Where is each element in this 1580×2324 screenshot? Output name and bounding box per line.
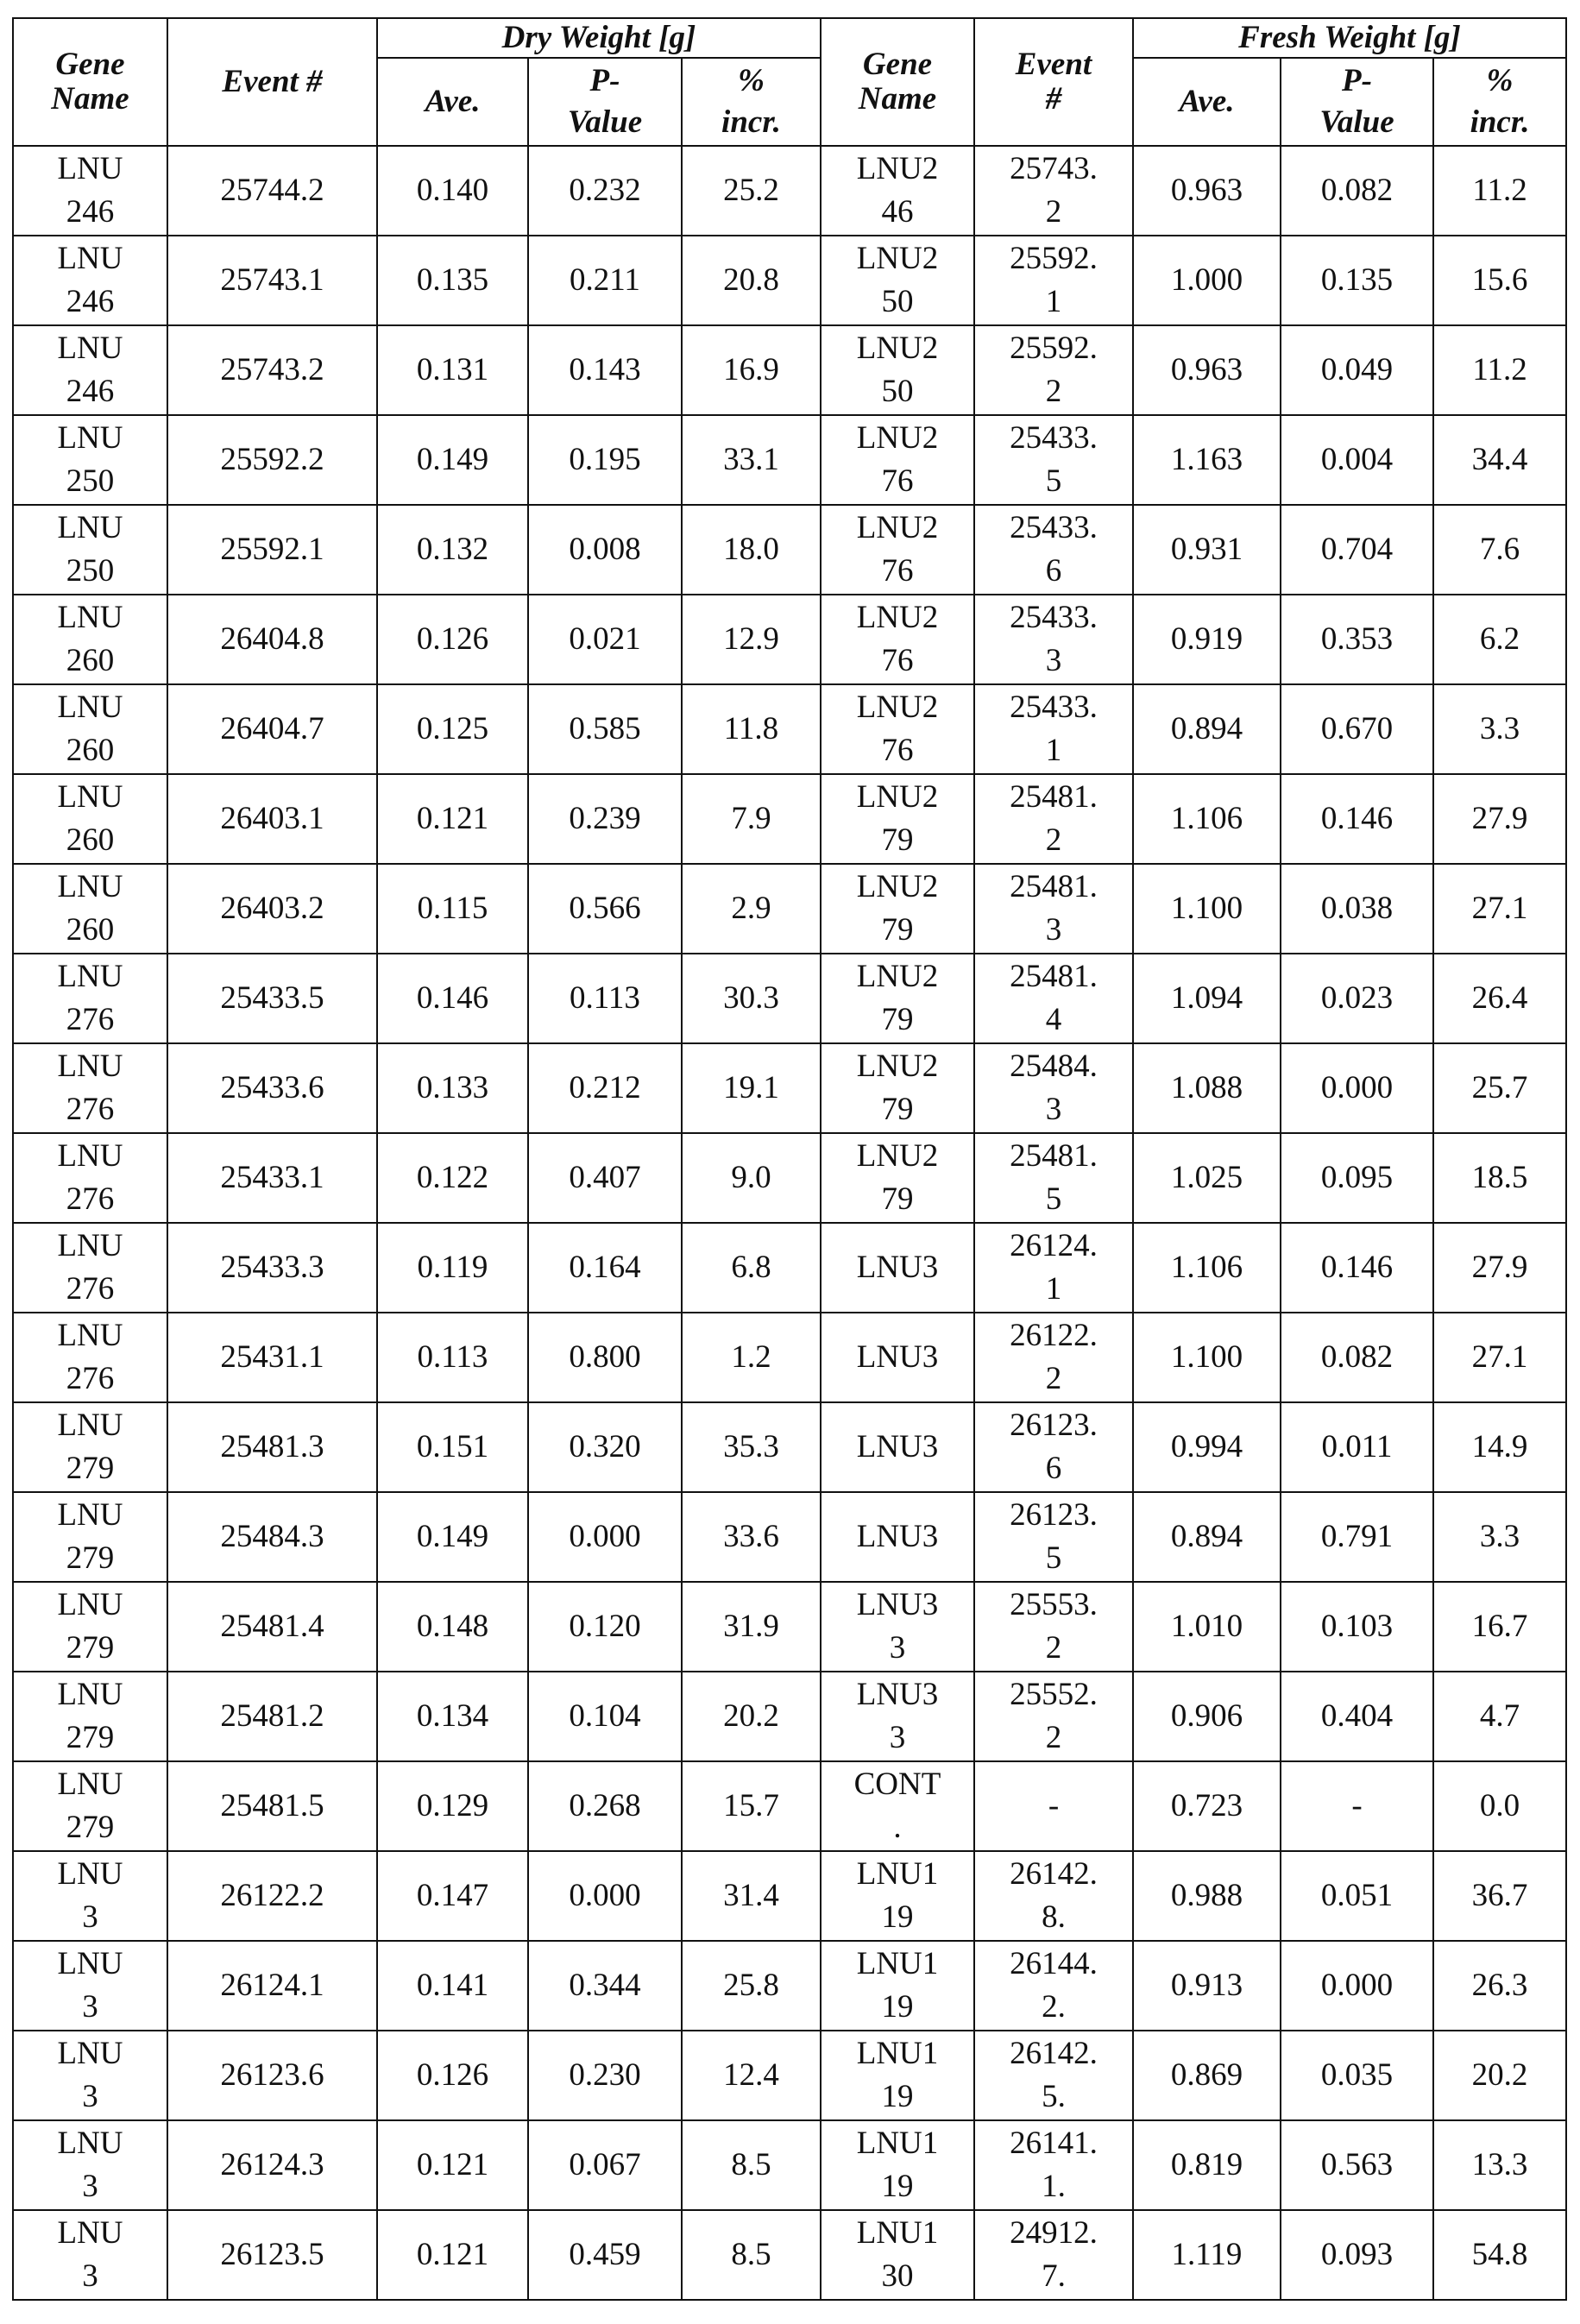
cell-gene-name-2: LNU2 79 <box>821 774 974 864</box>
cell-fresh-incr: 27.1 <box>1433 864 1566 954</box>
cell-dry-incr: 8.5 <box>682 2120 821 2210</box>
cell-gene-name: LNU 246 <box>13 146 167 236</box>
cell-fresh-p-value: 0.353 <box>1281 595 1433 684</box>
table-row <box>13 1672 1566 1761</box>
cell-fresh-ave: 1.106 <box>1133 774 1281 864</box>
cell-fresh-p-value: 0.704 <box>1281 505 1433 595</box>
cell-dry-p-value: 0.212 <box>528 1043 682 1133</box>
cell-dry-p-value: 0.407 <box>528 1133 682 1223</box>
cell-gene-name: LNU 276 <box>13 1313 167 1402</box>
cell-fresh-incr: 0.0 <box>1433 1761 1566 1851</box>
cell-fresh-ave: 1.010 <box>1133 1582 1281 1672</box>
cell-dry-incr: 20.2 <box>682 1672 821 1761</box>
cell-event: 25431.1 <box>167 1313 377 1402</box>
cell-gene-name-2: LNU2 76 <box>821 505 974 595</box>
cell-dry-p-value: 0.344 <box>528 1941 682 2031</box>
cell-gene-name-2: LNU1 19 <box>821 1851 974 1941</box>
cell-gene-name: LNU 279 <box>13 1492 167 1582</box>
cell-dry-ave: 0.140 <box>377 146 528 236</box>
header-fresh-incr: % incr. <box>1433 58 1566 146</box>
header-fresh-ave: Ave. <box>1133 58 1281 146</box>
cell-dry-incr: 19.1 <box>682 1043 821 1133</box>
cell-dry-p-value: 0.800 <box>528 1313 682 1402</box>
cell-gene-name-2: LNU2 76 <box>821 684 974 774</box>
cell-fresh-p-value: 0.563 <box>1281 2120 1433 2210</box>
cell-fresh-ave: 1.100 <box>1133 864 1281 954</box>
cell-dry-incr: 7.9 <box>682 774 821 864</box>
cell-dry-ave: 0.125 <box>377 684 528 774</box>
cell-fresh-ave: 1.094 <box>1133 954 1281 1043</box>
cell-fresh-p-value: - <box>1281 1761 1433 1851</box>
cell-event: 25433.1 <box>167 1133 377 1223</box>
table-row <box>13 1223 1566 1313</box>
cell-fresh-p-value: 0.082 <box>1281 146 1433 236</box>
cell-dry-incr: 35.3 <box>682 1402 821 1492</box>
cell-dry-incr: 11.8 <box>682 684 821 774</box>
cell-dry-incr: 31.9 <box>682 1582 821 1672</box>
cell-dry-p-value: 0.000 <box>528 1492 682 1582</box>
cell-event-2: 25553. 2 <box>974 1582 1133 1672</box>
cell-fresh-p-value: 0.146 <box>1281 774 1433 864</box>
cell-fresh-incr: 20.2 <box>1433 2031 1566 2120</box>
cell-dry-ave: 0.141 <box>377 1941 528 2031</box>
cell-fresh-p-value: 0.004 <box>1281 415 1433 505</box>
cell-event-2: 25481. 4 <box>974 954 1133 1043</box>
cell-fresh-ave: 1.000 <box>1133 236 1281 325</box>
cell-dry-incr: 15.7 <box>682 1761 821 1851</box>
cell-dry-ave: 0.147 <box>377 1851 528 1941</box>
header-gene-name-2: Gene Name <box>821 18 974 146</box>
cell-dry-p-value: 0.566 <box>528 864 682 954</box>
table-row <box>13 415 1566 505</box>
cell-dry-ave: 0.131 <box>377 325 528 415</box>
cell-dry-incr: 30.3 <box>682 954 821 1043</box>
cell-gene-name-2: LNU2 50 <box>821 325 974 415</box>
cell-fresh-p-value: 0.023 <box>1281 954 1433 1043</box>
cell-dry-p-value: 0.113 <box>528 954 682 1043</box>
cell-dry-p-value: 0.067 <box>528 2120 682 2210</box>
cell-dry-ave: 0.132 <box>377 505 528 595</box>
cell-dry-p-value: 0.230 <box>528 2031 682 2120</box>
cell-dry-p-value: 0.268 <box>528 1761 682 1851</box>
cell-event: 26122.2 <box>167 1851 377 1941</box>
cell-event-2: 26124. 1 <box>974 1223 1133 1313</box>
cell-fresh-p-value: 0.093 <box>1281 2210 1433 2300</box>
cell-event: 25743.1 <box>167 236 377 325</box>
cell-fresh-incr: 6.2 <box>1433 595 1566 684</box>
cell-gene-name-2: LNU2 46 <box>821 146 974 236</box>
cell-fresh-incr: 36.7 <box>1433 1851 1566 1941</box>
cell-dry-ave: 0.135 <box>377 236 528 325</box>
cell-event-2: 25552. 2 <box>974 1672 1133 1761</box>
cell-gene-name: LNU 276 <box>13 1223 167 1313</box>
cell-fresh-p-value: 0.791 <box>1281 1492 1433 1582</box>
cell-dry-incr: 2.9 <box>682 864 821 954</box>
cell-event: 25433.3 <box>167 1223 377 1313</box>
cell-fresh-ave: 1.119 <box>1133 2210 1281 2300</box>
cell-fresh-ave: 0.906 <box>1133 1672 1281 1761</box>
cell-event-2: - <box>974 1761 1133 1851</box>
cell-dry-incr: 8.5 <box>682 2210 821 2300</box>
cell-dry-p-value: 0.120 <box>528 1582 682 1672</box>
cell-gene-name-2: LNU1 19 <box>821 2120 974 2210</box>
table-row <box>13 1761 1566 1851</box>
cell-fresh-p-value: 0.670 <box>1281 684 1433 774</box>
cell-gene-name-2: LNU2 79 <box>821 1133 974 1223</box>
cell-event: 25592.2 <box>167 415 377 505</box>
cell-event-2: 25592. 1 <box>974 236 1133 325</box>
cell-fresh-ave: 0.869 <box>1133 2031 1281 2120</box>
cell-dry-p-value: 0.195 <box>528 415 682 505</box>
cell-event-2: 25481. 3 <box>974 864 1133 954</box>
table-row <box>13 236 1566 325</box>
cell-event-2: 26144. 2. <box>974 1941 1133 2031</box>
cell-dry-p-value: 0.143 <box>528 325 682 415</box>
table-row <box>13 1043 1566 1133</box>
cell-gene-name: LNU 250 <box>13 415 167 505</box>
cell-fresh-ave: 0.819 <box>1133 2120 1281 2210</box>
cell-dry-p-value: 0.008 <box>528 505 682 595</box>
cell-fresh-ave: 0.723 <box>1133 1761 1281 1851</box>
cell-gene-name: LNU 3 <box>13 2210 167 2300</box>
cell-gene-name: LNU 3 <box>13 1941 167 2031</box>
table-row <box>13 325 1566 415</box>
cell-dry-incr: 1.2 <box>682 1313 821 1402</box>
cell-event: 25481.5 <box>167 1761 377 1851</box>
cell-dry-p-value: 0.232 <box>528 146 682 236</box>
cell-fresh-ave: 0.894 <box>1133 1492 1281 1582</box>
cell-fresh-incr: 11.2 <box>1433 146 1566 236</box>
cell-dry-p-value: 0.021 <box>528 595 682 684</box>
table-row <box>13 505 1566 595</box>
cell-dry-ave: 0.126 <box>377 2031 528 2120</box>
cell-dry-ave: 0.115 <box>377 864 528 954</box>
cell-dry-incr: 33.1 <box>682 415 821 505</box>
cell-event: 26403.2 <box>167 864 377 954</box>
cell-dry-p-value: 0.459 <box>528 2210 682 2300</box>
cell-fresh-incr: 26.4 <box>1433 954 1566 1043</box>
cell-event: 25592.1 <box>167 505 377 595</box>
cell-dry-incr: 20.8 <box>682 236 821 325</box>
table-row <box>13 2120 1566 2210</box>
cell-fresh-ave: 1.106 <box>1133 1223 1281 1313</box>
cell-dry-ave: 0.121 <box>377 2210 528 2300</box>
cell-fresh-incr: 27.9 <box>1433 774 1566 864</box>
cell-fresh-incr: 3.3 <box>1433 1492 1566 1582</box>
cell-fresh-p-value: 0.082 <box>1281 1313 1433 1402</box>
cell-gene-name: LNU 260 <box>13 864 167 954</box>
header-fresh-weight: Fresh Weight [g] <box>1133 18 1566 58</box>
cell-dry-ave: 0.149 <box>377 1492 528 1582</box>
cell-event: 25481.2 <box>167 1672 377 1761</box>
table-row <box>13 684 1566 774</box>
cell-dry-ave: 0.129 <box>377 1761 528 1851</box>
cell-dry-p-value: 0.000 <box>528 1851 682 1941</box>
cell-dry-ave: 0.113 <box>377 1313 528 1402</box>
cell-event-2: 25481. 5 <box>974 1133 1133 1223</box>
cell-fresh-ave: 1.088 <box>1133 1043 1281 1133</box>
cell-event-2: 25481. 2 <box>974 774 1133 864</box>
cell-fresh-ave: 0.919 <box>1133 595 1281 684</box>
cell-event-2: 26123. 5 <box>974 1492 1133 1582</box>
cell-gene-name: LNU 260 <box>13 595 167 684</box>
cell-gene-name: LNU 279 <box>13 1761 167 1851</box>
cell-dry-p-value: 0.585 <box>528 684 682 774</box>
header-dry-p-value: P- Value <box>528 58 682 146</box>
cell-event: 25743.2 <box>167 325 377 415</box>
cell-dry-ave: 0.121 <box>377 774 528 864</box>
cell-gene-name-2: LNU3 <box>821 1313 974 1402</box>
table-row <box>13 774 1566 864</box>
cell-gene-name-2: LNU3 <box>821 1223 974 1313</box>
cell-gene-name: LNU 279 <box>13 1582 167 1672</box>
cell-fresh-incr: 34.4 <box>1433 415 1566 505</box>
cell-event: 25484.3 <box>167 1492 377 1582</box>
header-dry-ave: Ave. <box>377 58 528 146</box>
cell-event-2: 24912. 7. <box>974 2210 1133 2300</box>
cell-dry-ave: 0.133 <box>377 1043 528 1133</box>
cell-dry-incr: 16.9 <box>682 325 821 415</box>
table-row <box>13 1582 1566 1672</box>
cell-event-2: 25433. 6 <box>974 505 1133 595</box>
cell-dry-ave: 0.148 <box>377 1582 528 1672</box>
header-gene-name: Gene Name <box>13 18 167 146</box>
cell-gene-name-2: CONT . <box>821 1761 974 1851</box>
cell-event: 25433.6 <box>167 1043 377 1133</box>
cell-gene-name: LNU 260 <box>13 684 167 774</box>
cell-fresh-incr: 27.1 <box>1433 1313 1566 1402</box>
cell-event: 25433.5 <box>167 954 377 1043</box>
cell-gene-name: LNU 3 <box>13 2031 167 2120</box>
cell-fresh-incr: 14.9 <box>1433 1402 1566 1492</box>
cell-gene-name-2: LNU2 50 <box>821 236 974 325</box>
cell-event-2: 25484. 3 <box>974 1043 1133 1133</box>
table-row <box>13 1851 1566 1941</box>
cell-event: 26403.1 <box>167 774 377 864</box>
cell-fresh-p-value: 0.049 <box>1281 325 1433 415</box>
cell-fresh-p-value: 0.051 <box>1281 1851 1433 1941</box>
table-row <box>13 2031 1566 2120</box>
cell-gene-name: LNU 276 <box>13 954 167 1043</box>
cell-gene-name-2: LNU3 <box>821 1492 974 1582</box>
cell-dry-ave: 0.126 <box>377 595 528 684</box>
table-row <box>13 1133 1566 1223</box>
cell-event: 26124.3 <box>167 2120 377 2210</box>
cell-fresh-incr: 15.6 <box>1433 236 1566 325</box>
weight-data-table <box>12 17 1567 2301</box>
cell-fresh-incr: 13.3 <box>1433 2120 1566 2210</box>
table-body <box>13 146 1566 2300</box>
cell-dry-incr: 18.0 <box>682 505 821 595</box>
cell-event: 26123.6 <box>167 2031 377 2120</box>
cell-event-2: 25592. 2 <box>974 325 1133 415</box>
cell-gene-name-2: LNU1 30 <box>821 2210 974 2300</box>
cell-fresh-ave: 1.025 <box>1133 1133 1281 1223</box>
cell-fresh-incr: 25.7 <box>1433 1043 1566 1133</box>
cell-dry-incr: 9.0 <box>682 1133 821 1223</box>
cell-gene-name-2: LNU2 79 <box>821 1043 974 1133</box>
cell-fresh-p-value: 0.103 <box>1281 1582 1433 1672</box>
cell-gene-name: LNU 276 <box>13 1043 167 1133</box>
header-event: Event # <box>167 18 377 146</box>
cell-dry-ave: 0.121 <box>377 2120 528 2210</box>
cell-gene-name: LNU 279 <box>13 1672 167 1761</box>
header-dry-weight: Dry Weight [g] <box>377 18 821 58</box>
cell-dry-ave: 0.119 <box>377 1223 528 1313</box>
table-row <box>13 595 1566 684</box>
cell-dry-ave: 0.134 <box>377 1672 528 1761</box>
cell-event: 26404.8 <box>167 595 377 684</box>
cell-fresh-p-value: 0.000 <box>1281 1941 1433 2031</box>
cell-dry-ave: 0.151 <box>377 1402 528 1492</box>
cell-fresh-incr: 16.7 <box>1433 1582 1566 1672</box>
cell-dry-incr: 31.4 <box>682 1851 821 1941</box>
cell-fresh-incr: 3.3 <box>1433 684 1566 774</box>
cell-fresh-incr: 11.2 <box>1433 325 1566 415</box>
cell-fresh-ave: 0.994 <box>1133 1402 1281 1492</box>
cell-fresh-p-value: 0.135 <box>1281 236 1433 325</box>
cell-event: 25744.2 <box>167 146 377 236</box>
table-row <box>13 1313 1566 1402</box>
header-dry-incr: % incr. <box>682 58 821 146</box>
table-row <box>13 2210 1566 2300</box>
cell-dry-p-value: 0.320 <box>528 1402 682 1492</box>
cell-fresh-ave: 0.988 <box>1133 1851 1281 1941</box>
cell-dry-ave: 0.122 <box>377 1133 528 1223</box>
cell-dry-incr: 25.2 <box>682 146 821 236</box>
cell-gene-name: LNU 276 <box>13 1133 167 1223</box>
cell-fresh-ave: 1.100 <box>1133 1313 1281 1402</box>
cell-gene-name: LNU 246 <box>13 236 167 325</box>
cell-gene-name: LNU 279 <box>13 1402 167 1492</box>
cell-dry-ave: 0.149 <box>377 415 528 505</box>
table-row <box>13 1941 1566 2031</box>
cell-event-2: 26141. 1. <box>974 2120 1133 2210</box>
cell-fresh-p-value: 0.011 <box>1281 1402 1433 1492</box>
cell-gene-name-2: LNU2 79 <box>821 954 974 1043</box>
cell-fresh-p-value: 0.146 <box>1281 1223 1433 1313</box>
cell-gene-name-2: LNU3 3 <box>821 1582 974 1672</box>
cell-gene-name-2: LNU3 <box>821 1402 974 1492</box>
cell-fresh-p-value: 0.000 <box>1281 1043 1433 1133</box>
cell-event-2: 26122. 2 <box>974 1313 1133 1402</box>
cell-fresh-ave: 0.931 <box>1133 505 1281 595</box>
cell-event-2: 25433. 1 <box>974 684 1133 774</box>
cell-fresh-ave: 0.963 <box>1133 325 1281 415</box>
cell-gene-name-2: LNU3 3 <box>821 1672 974 1761</box>
cell-fresh-incr: 7.6 <box>1433 505 1566 595</box>
header-fresh-p-value: P- Value <box>1281 58 1433 146</box>
cell-event: 26404.7 <box>167 684 377 774</box>
cell-dry-ave: 0.146 <box>377 954 528 1043</box>
cell-gene-name-2: LNU2 76 <box>821 415 974 505</box>
cell-gene-name-2: LNU2 76 <box>821 595 974 684</box>
cell-dry-incr: 6.8 <box>682 1223 821 1313</box>
table-row <box>13 954 1566 1043</box>
cell-fresh-ave: 0.894 <box>1133 684 1281 774</box>
table-row <box>13 146 1566 236</box>
cell-event-2: 26142. 5. <box>974 2031 1133 2120</box>
cell-fresh-incr: 4.7 <box>1433 1672 1566 1761</box>
cell-event-2: 26142. 8. <box>974 1851 1133 1941</box>
cell-dry-incr: 12.9 <box>682 595 821 684</box>
cell-fresh-incr: 27.9 <box>1433 1223 1566 1313</box>
cell-dry-p-value: 0.211 <box>528 236 682 325</box>
cell-dry-incr: 12.4 <box>682 2031 821 2120</box>
cell-fresh-incr: 54.8 <box>1433 2210 1566 2300</box>
cell-fresh-ave: 0.913 <box>1133 1941 1281 2031</box>
cell-fresh-p-value: 0.095 <box>1281 1133 1433 1223</box>
table-row <box>13 864 1566 954</box>
cell-gene-name: LNU 246 <box>13 325 167 415</box>
cell-gene-name: LNU 3 <box>13 1851 167 1941</box>
cell-event: 26124.1 <box>167 1941 377 2031</box>
cell-fresh-p-value: 0.404 <box>1281 1672 1433 1761</box>
cell-fresh-incr: 26.3 <box>1433 1941 1566 2031</box>
cell-event: 25481.3 <box>167 1402 377 1492</box>
cell-fresh-ave: 1.163 <box>1133 415 1281 505</box>
cell-event-2: 26123. 6 <box>974 1402 1133 1492</box>
cell-gene-name-2: LNU1 19 <box>821 1941 974 2031</box>
cell-gene-name: LNU 3 <box>13 2120 167 2210</box>
cell-gene-name-2: LNU2 79 <box>821 864 974 954</box>
cell-dry-p-value: 0.164 <box>528 1223 682 1313</box>
header-event-2: Event # <box>974 18 1133 146</box>
cell-event-2: 25433. 3 <box>974 595 1133 684</box>
cell-dry-p-value: 0.239 <box>528 774 682 864</box>
cell-fresh-ave: 0.963 <box>1133 146 1281 236</box>
cell-event-2: 25743. 2 <box>974 146 1133 236</box>
cell-dry-incr: 25.8 <box>682 1941 821 2031</box>
cell-event-2: 25433. 5 <box>974 415 1133 505</box>
table-row <box>13 1492 1566 1582</box>
cell-fresh-p-value: 0.035 <box>1281 2031 1433 2120</box>
cell-gene-name: LNU 260 <box>13 774 167 864</box>
cell-fresh-incr: 18.5 <box>1433 1133 1566 1223</box>
cell-dry-p-value: 0.104 <box>528 1672 682 1761</box>
cell-event: 26123.5 <box>167 2210 377 2300</box>
cell-fresh-p-value: 0.038 <box>1281 864 1433 954</box>
table-row <box>13 1402 1566 1492</box>
cell-gene-name: LNU 250 <box>13 505 167 595</box>
cell-dry-incr: 33.6 <box>682 1492 821 1582</box>
cell-event: 25481.4 <box>167 1582 377 1672</box>
cell-gene-name-2: LNU1 19 <box>821 2031 974 2120</box>
